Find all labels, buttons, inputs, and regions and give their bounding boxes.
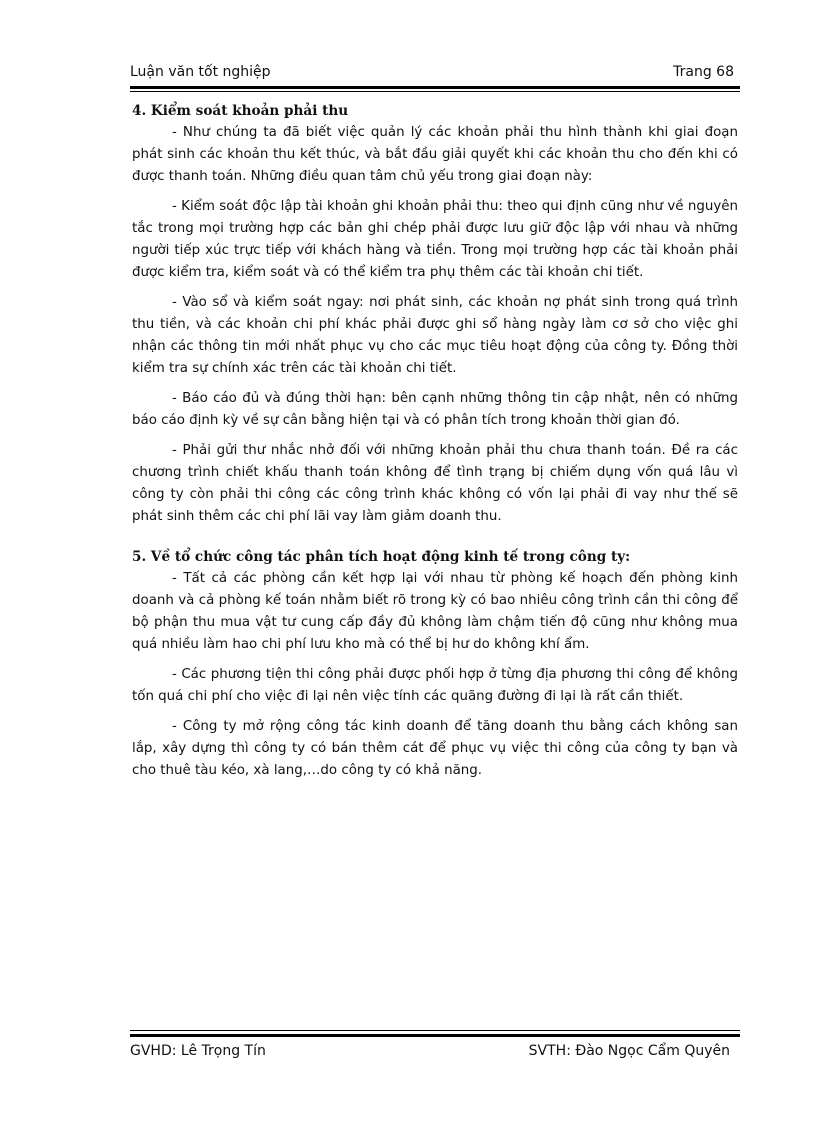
paragraph: - Công ty mở rộng công tác kinh doanh để tăng doanh thu bằng cách không san lắp, xây dựng thì công ty có bán thêm cát để phục vụ việc thi công của công ty bạn và cho thuê tàu kéo, xà lang,…do công ty có khả năng. xyxy=(132,719,738,778)
page-body xyxy=(132,100,738,790)
paragraph: - Vào sổ và kiểm soát ngay: nơi phát sinh, các khoản nợ phát sinh trong quá trình thu tiền, và các khoản chi phí khác phải được ghi sổ hàng ngày làm cơ sở cho việc ghi nhận các thông tin mới nhất phục vụ cho các mục tiêu hoạt động của công ty. Đồng thời kiểm tra sự chính xác trên các tài khoản chi tiết. xyxy=(132,295,738,376)
section-body-economic-analysis xyxy=(132,568,738,782)
paragraph: - Phải gửi thư nhắc nhở đối với những khoản phải thu chưa thanh toán. Đề ra các chương trình chiết khấu thanh toán không để tình trạng bị chiếm dụng vốn quá lâu vì công ty còn phải thi công các công trình khác không có vốn lại phải đi vay như thế sẽ phát sinh thêm các chi phí lãi vay làm giảm doanh thu. xyxy=(132,443,738,524)
paragraph: - Kiểm soát độc lập tài khoản ghi khoản phải thu: theo qui định cũng như về nguyên tắc trong mọi trường hợp các bản ghi chép phải được lưu giữ độc lập với nhau và những người tiếp xúc trực tiếp với khách hàng và tiền. Trong mọi trường hợp các tài khoản phải được kiểm tra, kiểm soát và có thể kiểm tra phụ thêm các tài khoản chi tiết. xyxy=(132,199,738,280)
section-heading-economic-analysis: 5. Về tổ chức công tác phân tích hoạt động kinh tế trong công ty: xyxy=(132,549,631,565)
footer-advisor: GVHD: Lê Trọng Tín xyxy=(130,1043,266,1059)
header-rule-thin xyxy=(130,91,740,92)
paragraph: - Báo cáo đủ và đúng thời hạn: bên cạnh những thông tin cập nhật, nên có những báo cáo định kỳ về sự cân bằng hiện tại và có phân tích trong khoản thời gian đó. xyxy=(132,391,738,428)
footer-student: SVTH: Đào Ngọc Cẩm Quyên xyxy=(528,1043,730,1059)
section-heading-accounts-receivable: 4. Kiểm soát khoản phải thu xyxy=(132,103,349,119)
header-thesis-title: Luận văn tốt nghiệp xyxy=(130,64,271,80)
header-rule-thick xyxy=(130,86,740,89)
header-page-number: Trang 68 xyxy=(673,64,734,80)
paragraph: - Tất cả các phòng cần kết hợp lại với nhau từ phòng kế hoạch đến phòng kinh doanh và cả phòng kế toán nhằm biết rõ trong kỳ có bao nhiêu công trình cần thi công để bộ phận thu mua vật tư cung cấp đầy đủ không làm chậm tiến độ cũng như không mua quá nhiều làm hao chi phí lưu kho mà có thể bị hư do không khí ẩm. xyxy=(132,571,738,652)
footer-rule-thick xyxy=(130,1034,740,1037)
paragraph: - Như chúng ta đã biết việc quản lý các khoản phải thu hình thành khi giai đoạn phát sinh các khoản thu kết thúc, và bắt đầu giải quyết khi các khoản thu cho đến khi có được thanh toán. Những điều quan tâm chủ yếu trong giai đoạn này: xyxy=(132,125,738,184)
footer-rule-thin xyxy=(130,1030,740,1031)
paragraph: - Các phương tiện thi công phải được phối hợp ở từng địa phương thi công để không tốn quá chi phí cho việc đi lại nên việc tính các quãng đường đi lại là rất cần thiết. xyxy=(132,667,738,704)
page-header xyxy=(130,60,738,84)
section-body-accounts-receivable xyxy=(132,122,738,528)
